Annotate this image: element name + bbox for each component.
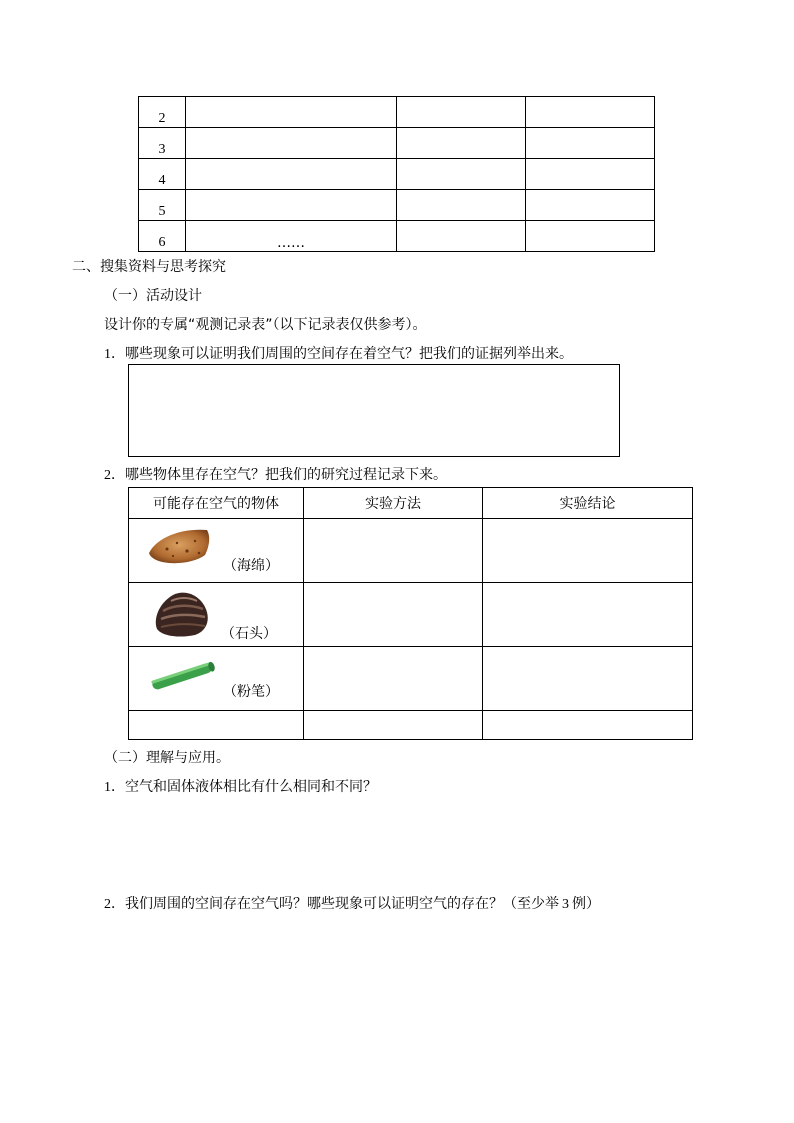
question-number: 1． xyxy=(104,347,125,362)
table-row xyxy=(139,159,655,190)
ellipsis-cell: …… xyxy=(186,221,397,252)
object-label: （石头） xyxy=(221,626,277,642)
table-cell xyxy=(397,97,526,128)
row-number: 5 xyxy=(139,190,186,221)
section-heading: 二、搜集资料与思考探究 xyxy=(72,259,226,275)
question-text: 哪些现象可以证明我们周围的空间存在着空气？把我们的证据列举出来。 xyxy=(125,346,573,362)
table-cell xyxy=(186,128,397,159)
stone-image xyxy=(151,589,211,639)
table-cell xyxy=(397,159,526,190)
method-cell[interactable] xyxy=(304,583,483,647)
table-row xyxy=(139,97,655,128)
application-question-1 xyxy=(104,778,377,797)
conclusion-cell[interactable] xyxy=(483,647,693,711)
method-cell[interactable] xyxy=(304,519,483,583)
conclusion-cell[interactable] xyxy=(483,583,693,647)
table-cell xyxy=(397,221,526,252)
table-cell xyxy=(526,190,655,221)
table-cell xyxy=(397,128,526,159)
row-number: 3 xyxy=(139,128,186,159)
column-header: 可能存在空气的物体 xyxy=(129,488,304,519)
table-cell xyxy=(526,159,655,190)
question-number: 2． xyxy=(104,468,125,483)
table-cell xyxy=(526,221,655,252)
table-row xyxy=(129,711,693,740)
object-cell[interactable] xyxy=(129,711,304,740)
object-label: （海绵） xyxy=(223,558,279,574)
table-cell xyxy=(526,97,655,128)
method-cell[interactable] xyxy=(304,647,483,711)
table-row xyxy=(139,128,655,159)
table-cell xyxy=(397,190,526,221)
object-cell xyxy=(129,647,304,711)
table-header-row xyxy=(129,488,693,519)
table-row xyxy=(129,583,693,647)
observation-table-top xyxy=(138,96,655,252)
object-cell xyxy=(129,519,304,583)
question-text: 哪些物体里存在空气？把我们的研究过程记录下来。 xyxy=(125,467,447,483)
table-row xyxy=(139,221,655,252)
table-cell xyxy=(526,128,655,159)
subsection-heading-application: （二）理解与应用。 xyxy=(104,750,230,766)
chalk-image xyxy=(147,661,219,691)
application-question-2 xyxy=(104,895,600,914)
question-number: 1． xyxy=(104,780,125,795)
question-1 xyxy=(104,345,573,364)
row-number: 2 xyxy=(139,97,186,128)
object-label: （粉笔） xyxy=(223,684,279,700)
table-cell xyxy=(186,159,397,190)
object-cell xyxy=(129,583,304,647)
table-cell xyxy=(186,97,397,128)
answer-box[interactable] xyxy=(128,364,620,457)
table-row xyxy=(139,190,655,221)
question-2 xyxy=(104,466,447,485)
table-row xyxy=(129,647,693,711)
subsection-heading-activity: （一）活动设计 xyxy=(104,288,202,304)
question-text: 空气和固体液体相比有什么相同和不同？ xyxy=(125,779,377,795)
question-text: 我们周围的空间存在空气吗？哪些现象可以证明空气的存在？（至少举 xyxy=(125,896,559,912)
table-row xyxy=(129,519,693,583)
column-header: 实验结论 xyxy=(483,488,693,519)
question-number: 2． xyxy=(104,897,125,912)
method-cell[interactable] xyxy=(304,711,483,740)
sponge-image xyxy=(147,527,213,567)
row-number: 4 xyxy=(139,159,186,190)
example-count: 3 xyxy=(562,897,569,912)
row-number: 6 xyxy=(139,221,186,252)
question-text-end: 例） xyxy=(572,896,600,912)
intro-text: 设计你的专属“观测记录表”（以下记录表仅供参考）。 xyxy=(104,317,427,333)
conclusion-cell[interactable] xyxy=(483,711,693,740)
column-header: 实验方法 xyxy=(304,488,483,519)
object-experiment-table xyxy=(128,487,693,740)
conclusion-cell[interactable] xyxy=(483,519,693,583)
table-cell xyxy=(186,190,397,221)
